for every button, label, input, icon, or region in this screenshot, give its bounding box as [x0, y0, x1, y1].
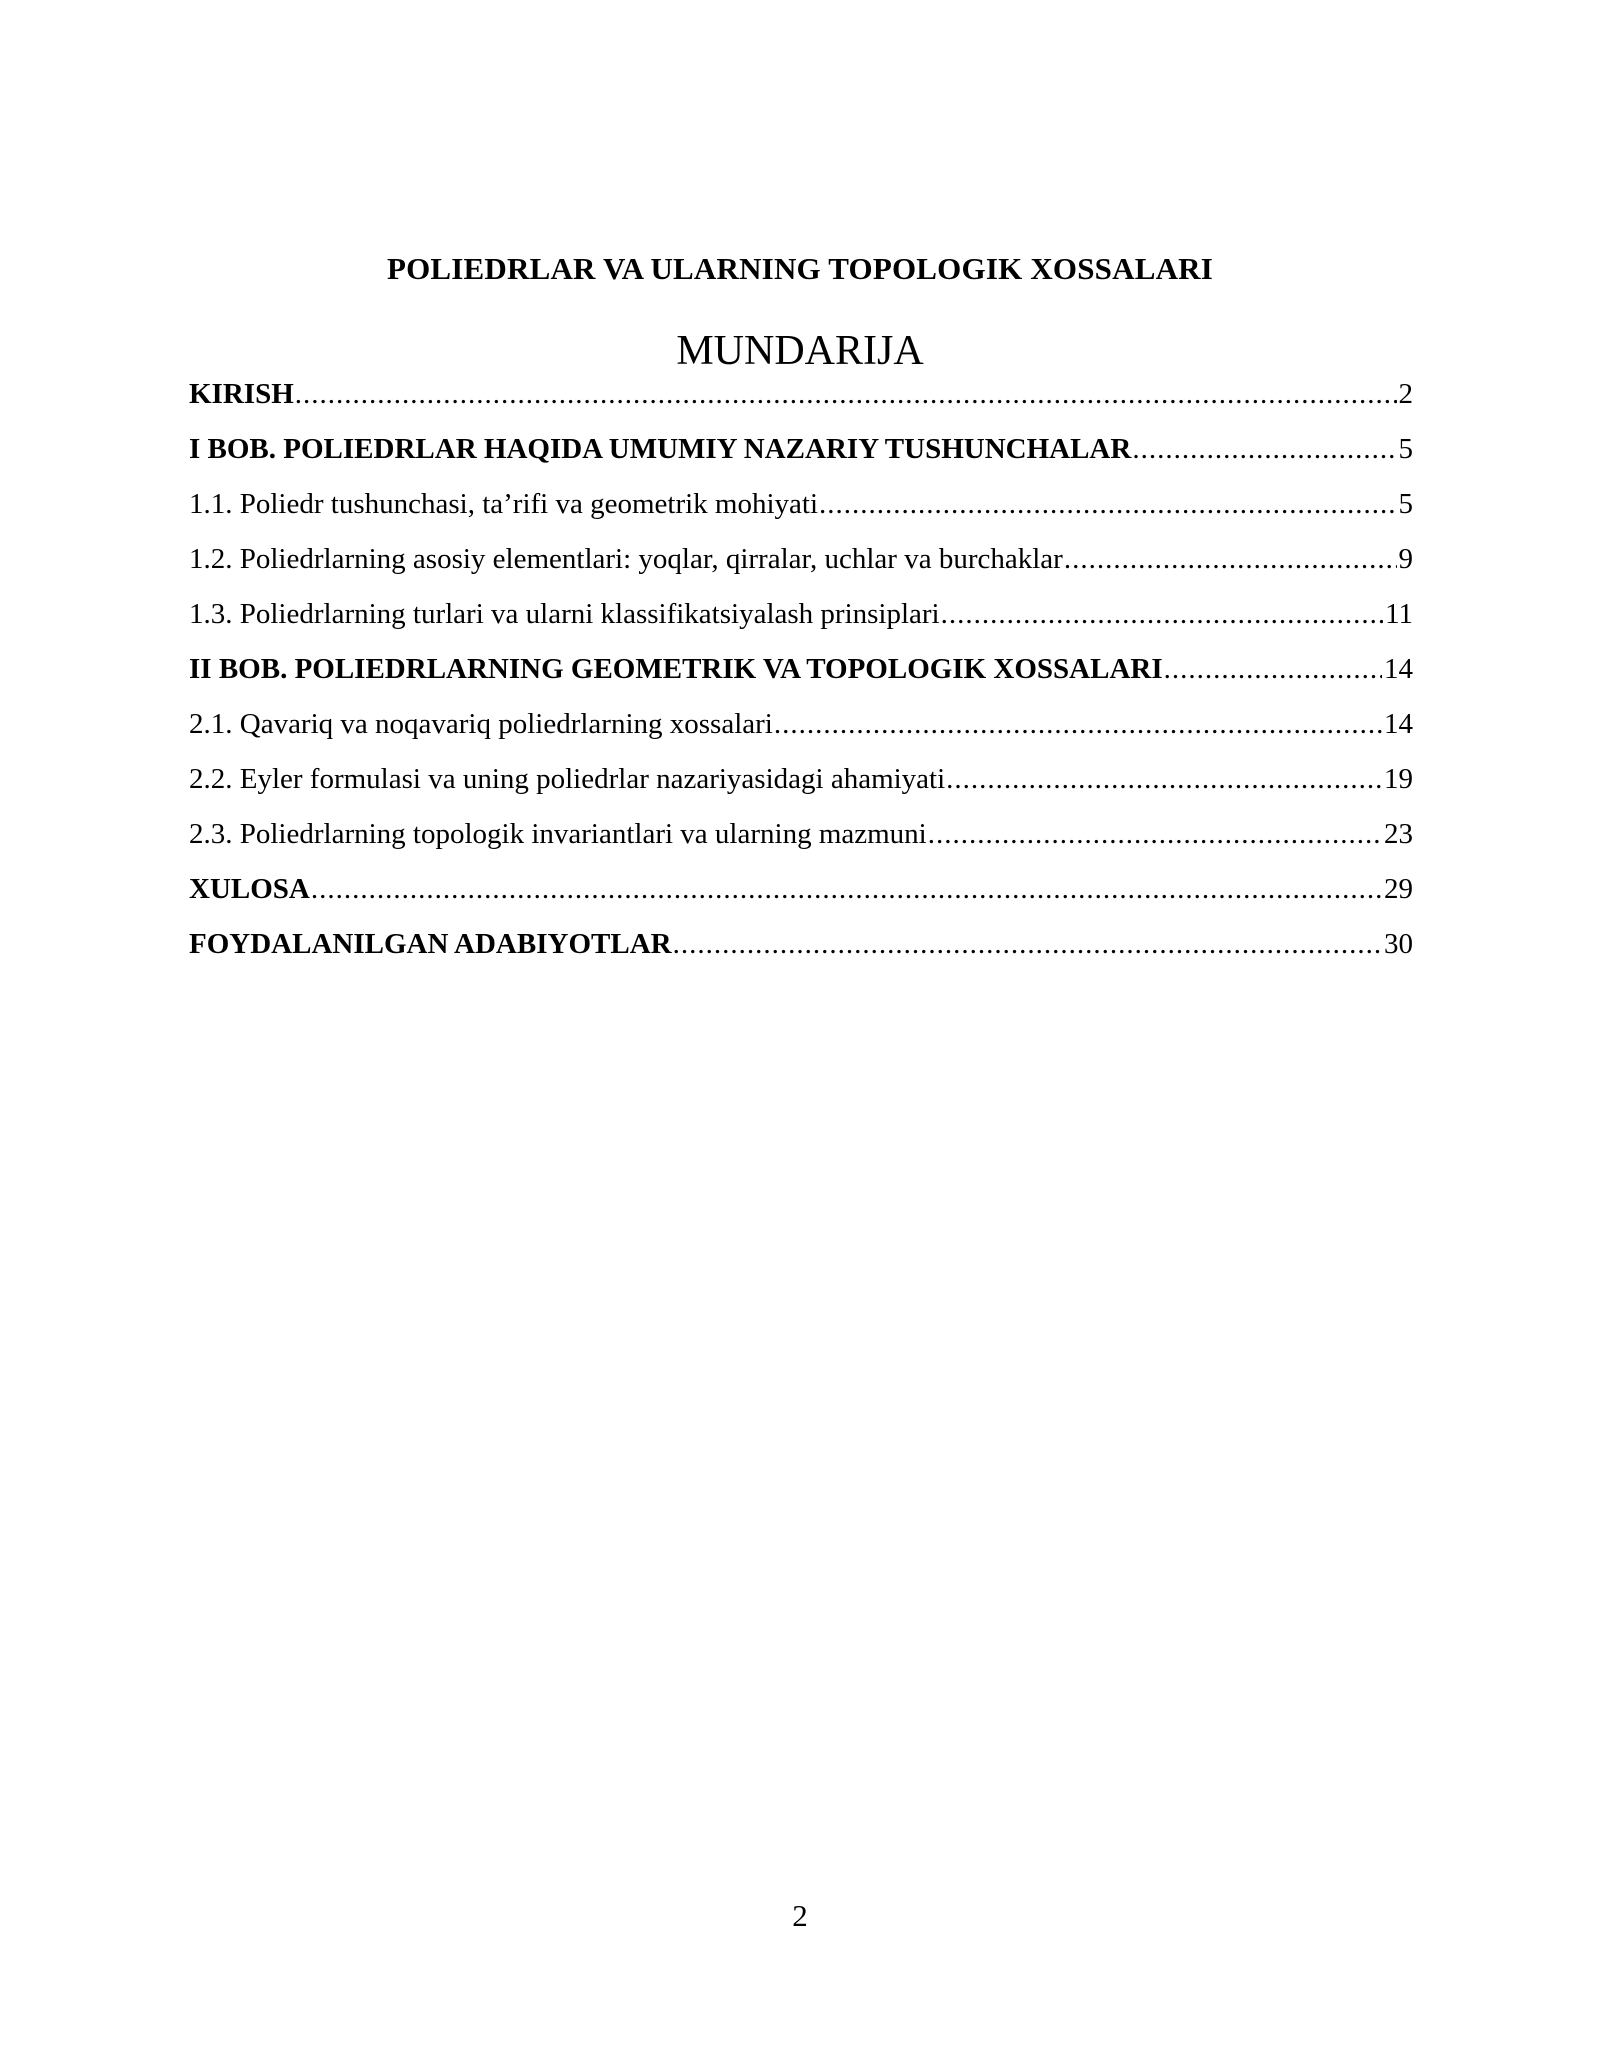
- toc-entry[interactable]: [189, 429, 1413, 484]
- toc-entry-label: I BOB. POLIEDRLAR HAQIDA UMUMIY NAZARIY TUSHUNCHALAR: [189, 433, 1132, 465]
- toc-entry-page: 19: [1384, 763, 1413, 795]
- toc-entry-label: FOYDALANILGAN ADABIYOTLAR: [189, 928, 672, 960]
- toc-dot-leader: [1132, 429, 1396, 469]
- toc-entry-page: 2: [1398, 378, 1413, 410]
- toc-entry-page: 23: [1384, 818, 1413, 850]
- toc-entry-page: 5: [1398, 433, 1413, 465]
- toc-entry[interactable]: [189, 759, 1413, 814]
- toc-entry[interactable]: [189, 484, 1413, 539]
- toc-dot-leader: [673, 924, 1382, 964]
- toc-entry-label: KIRISH: [189, 378, 294, 410]
- toc-entry-label: 1.2. Poliedrlarning asosiy elementlari: yoqlar, qirralar, uchlar va burchaklar: [189, 543, 1063, 575]
- toc-heading: MUNDARIJA: [676, 328, 924, 374]
- toc-entry[interactable]: [189, 594, 1413, 649]
- toc-entry[interactable]: [189, 924, 1413, 979]
- toc-entry[interactable]: [189, 649, 1413, 704]
- toc-dot-leader: [1064, 539, 1397, 579]
- toc-entry[interactable]: [189, 374, 1413, 429]
- toc-entry[interactable]: [189, 814, 1413, 869]
- toc-entry-page: 5: [1398, 488, 1413, 520]
- toc-entry-page: 29: [1384, 873, 1413, 905]
- document-title: POLIEDRLAR VA ULARNING TOPOLOGIK XOSSALARI: [386, 251, 1214, 286]
- toc-entry[interactable]: [189, 539, 1413, 594]
- toc-entry-label: 2.3. Poliedrlarning topologik invariantlari va ularning mazmuni: [189, 818, 927, 850]
- toc-dot-leader: [941, 594, 1383, 634]
- toc-dot-leader: [928, 814, 1382, 854]
- toc-entry-label: 1.1. Poliedr tushunchasi, ta’rifi va geometrik mohiyati: [189, 488, 819, 520]
- toc-entry[interactable]: [189, 704, 1413, 759]
- toc-entry-label: XULOSA: [189, 873, 310, 905]
- page-number: 2: [792, 1898, 808, 1933]
- toc-entry-label: 1.3. Poliedrlarning turlari va ularni klassifikatsiyalash prinsiplari: [189, 598, 940, 630]
- toc-entry-label: 2.1. Qavariq va noqavariq poliedrlarning xossalari: [189, 708, 773, 740]
- toc-entry-page: 11: [1385, 598, 1413, 630]
- toc-entry-page: 14: [1384, 653, 1413, 685]
- toc-entry-label: II BOB. POLIEDRLARNING GEOMETRIK VA TOPOLOGIK XOSSALARI: [189, 653, 1163, 685]
- toc-entry-page: 14: [1384, 708, 1413, 740]
- toc-dot-leader: [946, 759, 1382, 799]
- toc-entry-label: 2.2. Eyler formulasi va uning poliedrlar nazariyasidagi ahamiyati: [189, 763, 946, 795]
- toc-dot-leader: [774, 704, 1382, 744]
- toc-dot-leader: [311, 869, 1382, 909]
- table-of-contents: [189, 374, 1413, 979]
- toc-dot-leader: [295, 374, 1397, 414]
- toc-entry-page: 9: [1398, 543, 1413, 575]
- toc-dot-leader: [1164, 649, 1382, 689]
- toc-dot-leader: [819, 484, 1396, 524]
- toc-entry[interactable]: [189, 869, 1413, 924]
- toc-entry-page: 30: [1384, 928, 1413, 960]
